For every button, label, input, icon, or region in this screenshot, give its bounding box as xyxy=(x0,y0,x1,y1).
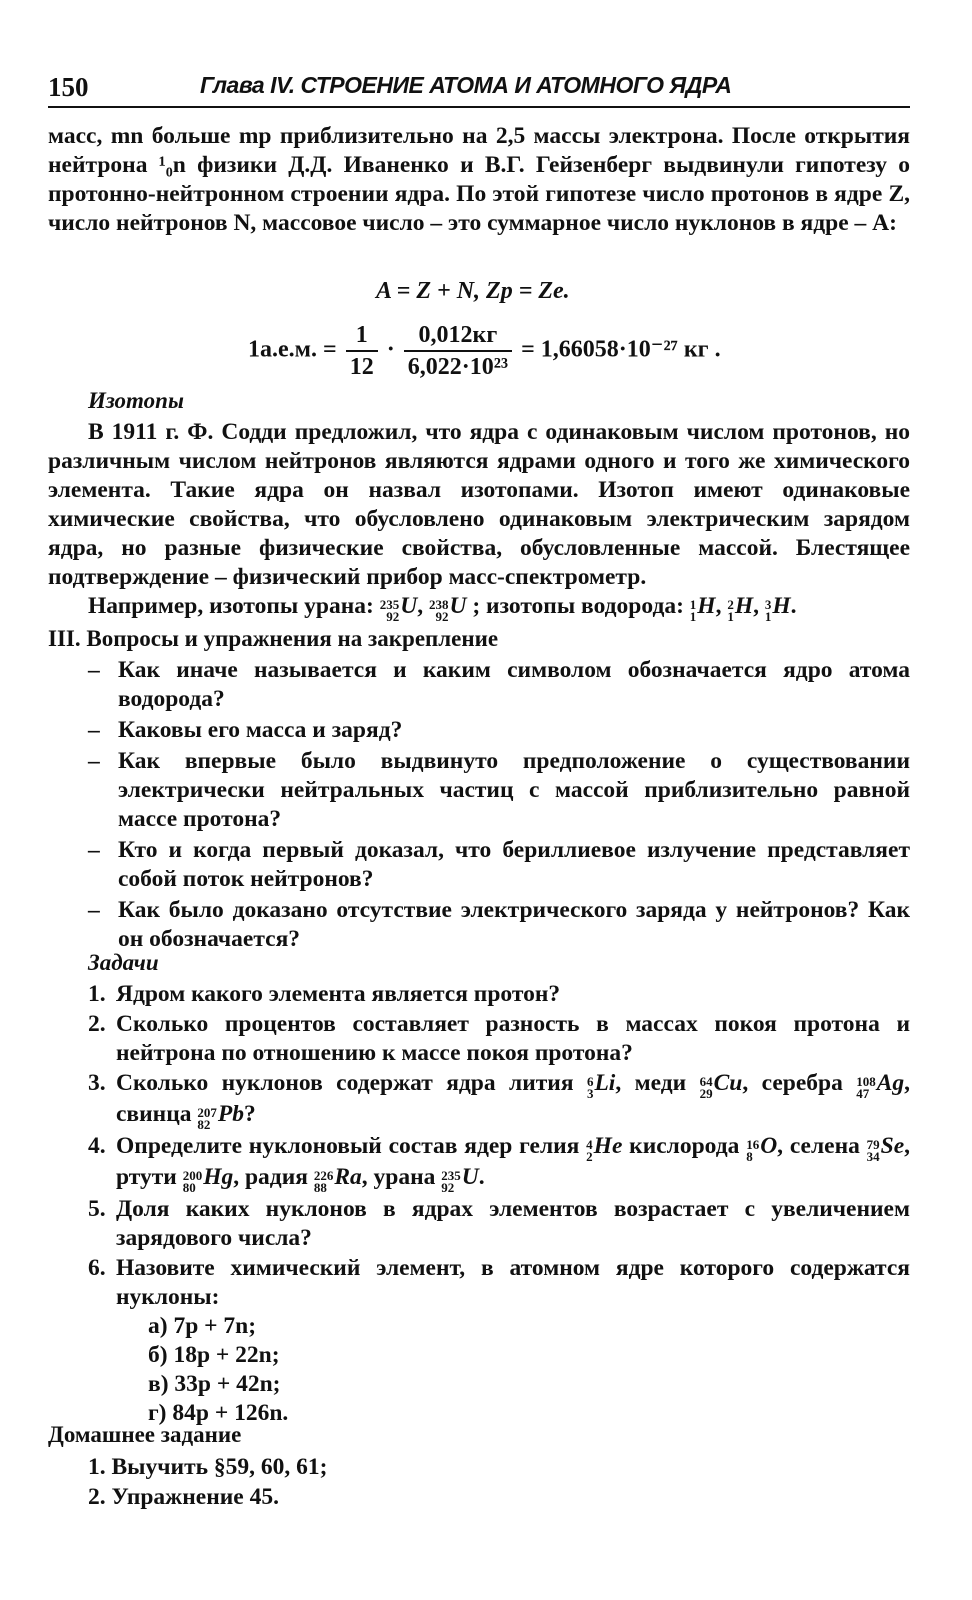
isotope-hg: 200 80 Hg xyxy=(182,1164,234,1195)
nucleon-formula: A = Z + N, Zp = Ze. xyxy=(376,278,570,304)
tasks-list xyxy=(88,980,910,1429)
intro-paragraph: масс, mn больше mp приблизительно на 2,5 массы электрона. После открытия нейтрона ¹₀n физики Д.Д. Иваненко и В.Г. Гейзенберг выдвинули гипотезу о протонно-нейтронном строении ядра. По этой гипотезе число протонов в ядре Z, число нейтронов N, массовое число – это суммарное число нуклонов в ядре – A: xyxy=(48,123,910,236)
isotope-u235: 235 92 U xyxy=(379,593,418,624)
task-item: 3. Сколько нуклонов содержат ядра лития 6 3 Li, меди 64 29 Cu, серебра 108 47 Ag, свинца 207 82 Pb? xyxy=(88,1070,911,1132)
fraction-numerator: 0,012кг xyxy=(404,320,512,352)
homework-item: 1. Выучить §59, 60, 61; xyxy=(88,1454,328,1480)
list-item: – Как иначе называется и каким символом обозначается ядро атома водорода? xyxy=(88,657,910,712)
list-item: – Каковы его масса и заряд? xyxy=(88,717,403,743)
isotopes-heading: Изотопы xyxy=(88,388,184,413)
fraction-one-twelfth xyxy=(346,320,378,382)
option-item: а) 7р + 7n; xyxy=(148,1313,257,1339)
amu-right: = 1,66058·10⁻²⁷ кг . xyxy=(521,336,721,363)
questions-list xyxy=(88,656,910,956)
isotope-h2: 2 1 H xyxy=(727,593,754,624)
task-item: 6. Назовите химический элемент, в атомном ядре которого содержатся нуклоны: а) 7р + 7n; б) 18р + 22n; в) 33р + 42n; г) 84р + 126n. xyxy=(88,1255,910,1426)
isotopes-example: Например, изотопы урана: 235 92 U, 238 92 U ; изотопы водорода: 1 1 H, 2 1 H, 3 1 H. xyxy=(88,593,797,624)
page-header xyxy=(48,72,910,108)
fraction-numerator: 1 xyxy=(346,320,378,352)
amu-formula: 1а.е.м. = $\frac{1}{12}$ · $\frac{0,012кг}{\text{6,022·10²³}}$ = 1,66058·10⁻²⁷ кг . xyxy=(248,322,721,380)
isotope-li: 6 3 Li xyxy=(586,1070,616,1101)
example-mid: ; изотопы водорода: xyxy=(472,593,684,619)
isotope-cu: 64 29 Cu xyxy=(699,1070,743,1101)
isotope-pb: 207 82 Pb xyxy=(197,1101,244,1132)
list-item: – Как было доказано отсутствие электрического заряда у нейтронов? Как он обозначается? xyxy=(88,897,910,952)
option-item: б) 18р + 22n; xyxy=(148,1342,280,1368)
example-prefix: Например, изотопы урана: xyxy=(88,593,374,619)
task-6-options xyxy=(116,1312,910,1428)
isotope-h3: 3 1 H xyxy=(764,593,791,624)
isotopes-paragraph: В 1911 г. Ф. Содди предложил, что ядра с одинаковым числом протонов, но различным числом нейтронов являются ядрами одного и того же химического элемента. Такие ядра он назвал изотопами. Изотоп имеют одинаковые химические свойства, что обусловлено одинаковым электрическим зарядом ядра, но разные физические свойства, обусловленные массой. Блестящее подтверждение – физический прибор масс-спектрометр. xyxy=(48,419,910,590)
option-item: г) 84р + 126n. xyxy=(148,1400,289,1426)
isotope-se: 79 34 Se xyxy=(866,1133,905,1164)
fraction-mass-avogadro xyxy=(404,320,512,382)
task-item: 1. Ядром какого элемента является протон? xyxy=(88,981,561,1007)
tasks-heading: Задачи xyxy=(88,950,159,975)
isotope-ra: 226 88 Ra xyxy=(313,1164,362,1195)
list-item: – Как впервые было выдвинуто предположение о существовании электрически нейтральных частиц с массой приблизительно равной массе протона? xyxy=(88,748,910,832)
page-number: 150 xyxy=(48,72,89,102)
task-item: 4. Определите нуклоновый состав ядер гелия 4 2 He кислорода 16 8 O, селена 79 34 Se, ртути 200 80 Hg, радия 226 88 Ra, урана 235 92 U. xyxy=(88,1133,911,1195)
running-title: Глава IV. СТРОЕНИЕ АТОМА И АТОМНОГО ЯДРА xyxy=(200,72,732,98)
task-item: 5. Доля каких нуклонов в ядрах элементов возрастает с увеличением зарядового числа? xyxy=(88,1196,910,1251)
isotope-ag: 108 47 Ag xyxy=(856,1070,905,1101)
isotope-o: 16 8 O xyxy=(746,1133,778,1164)
homework-list xyxy=(88,1452,910,1512)
fraction-denominator: 12 xyxy=(349,354,374,380)
amu-left: 1а.е.м. = xyxy=(248,336,337,363)
task-item: 2. Сколько процентов составляет разность в массах покоя протона и нейтрона по отношению к массе покоя протона? xyxy=(88,1011,910,1066)
isotope-u: 235 92 U xyxy=(441,1164,479,1195)
section-3-heading: III. Вопросы и упражнения на закрепление xyxy=(48,626,499,651)
homework-item: 2. Упражнение 45. xyxy=(88,1484,279,1510)
homework-heading: Домашнее задание xyxy=(48,1422,242,1447)
fraction-denominator: 6,022·10²³ xyxy=(407,354,509,380)
isotope-he: 4 2 He xyxy=(586,1133,623,1164)
list-item: – Кто и когда первый доказал, что бериллиевое излучение представляет собой поток нейтронов? xyxy=(88,837,910,892)
isotope-u238: 238 92 U xyxy=(428,593,467,624)
isotope-h1: 1 1 H xyxy=(689,593,716,624)
option-item: в) 33р + 42n; xyxy=(148,1371,281,1397)
